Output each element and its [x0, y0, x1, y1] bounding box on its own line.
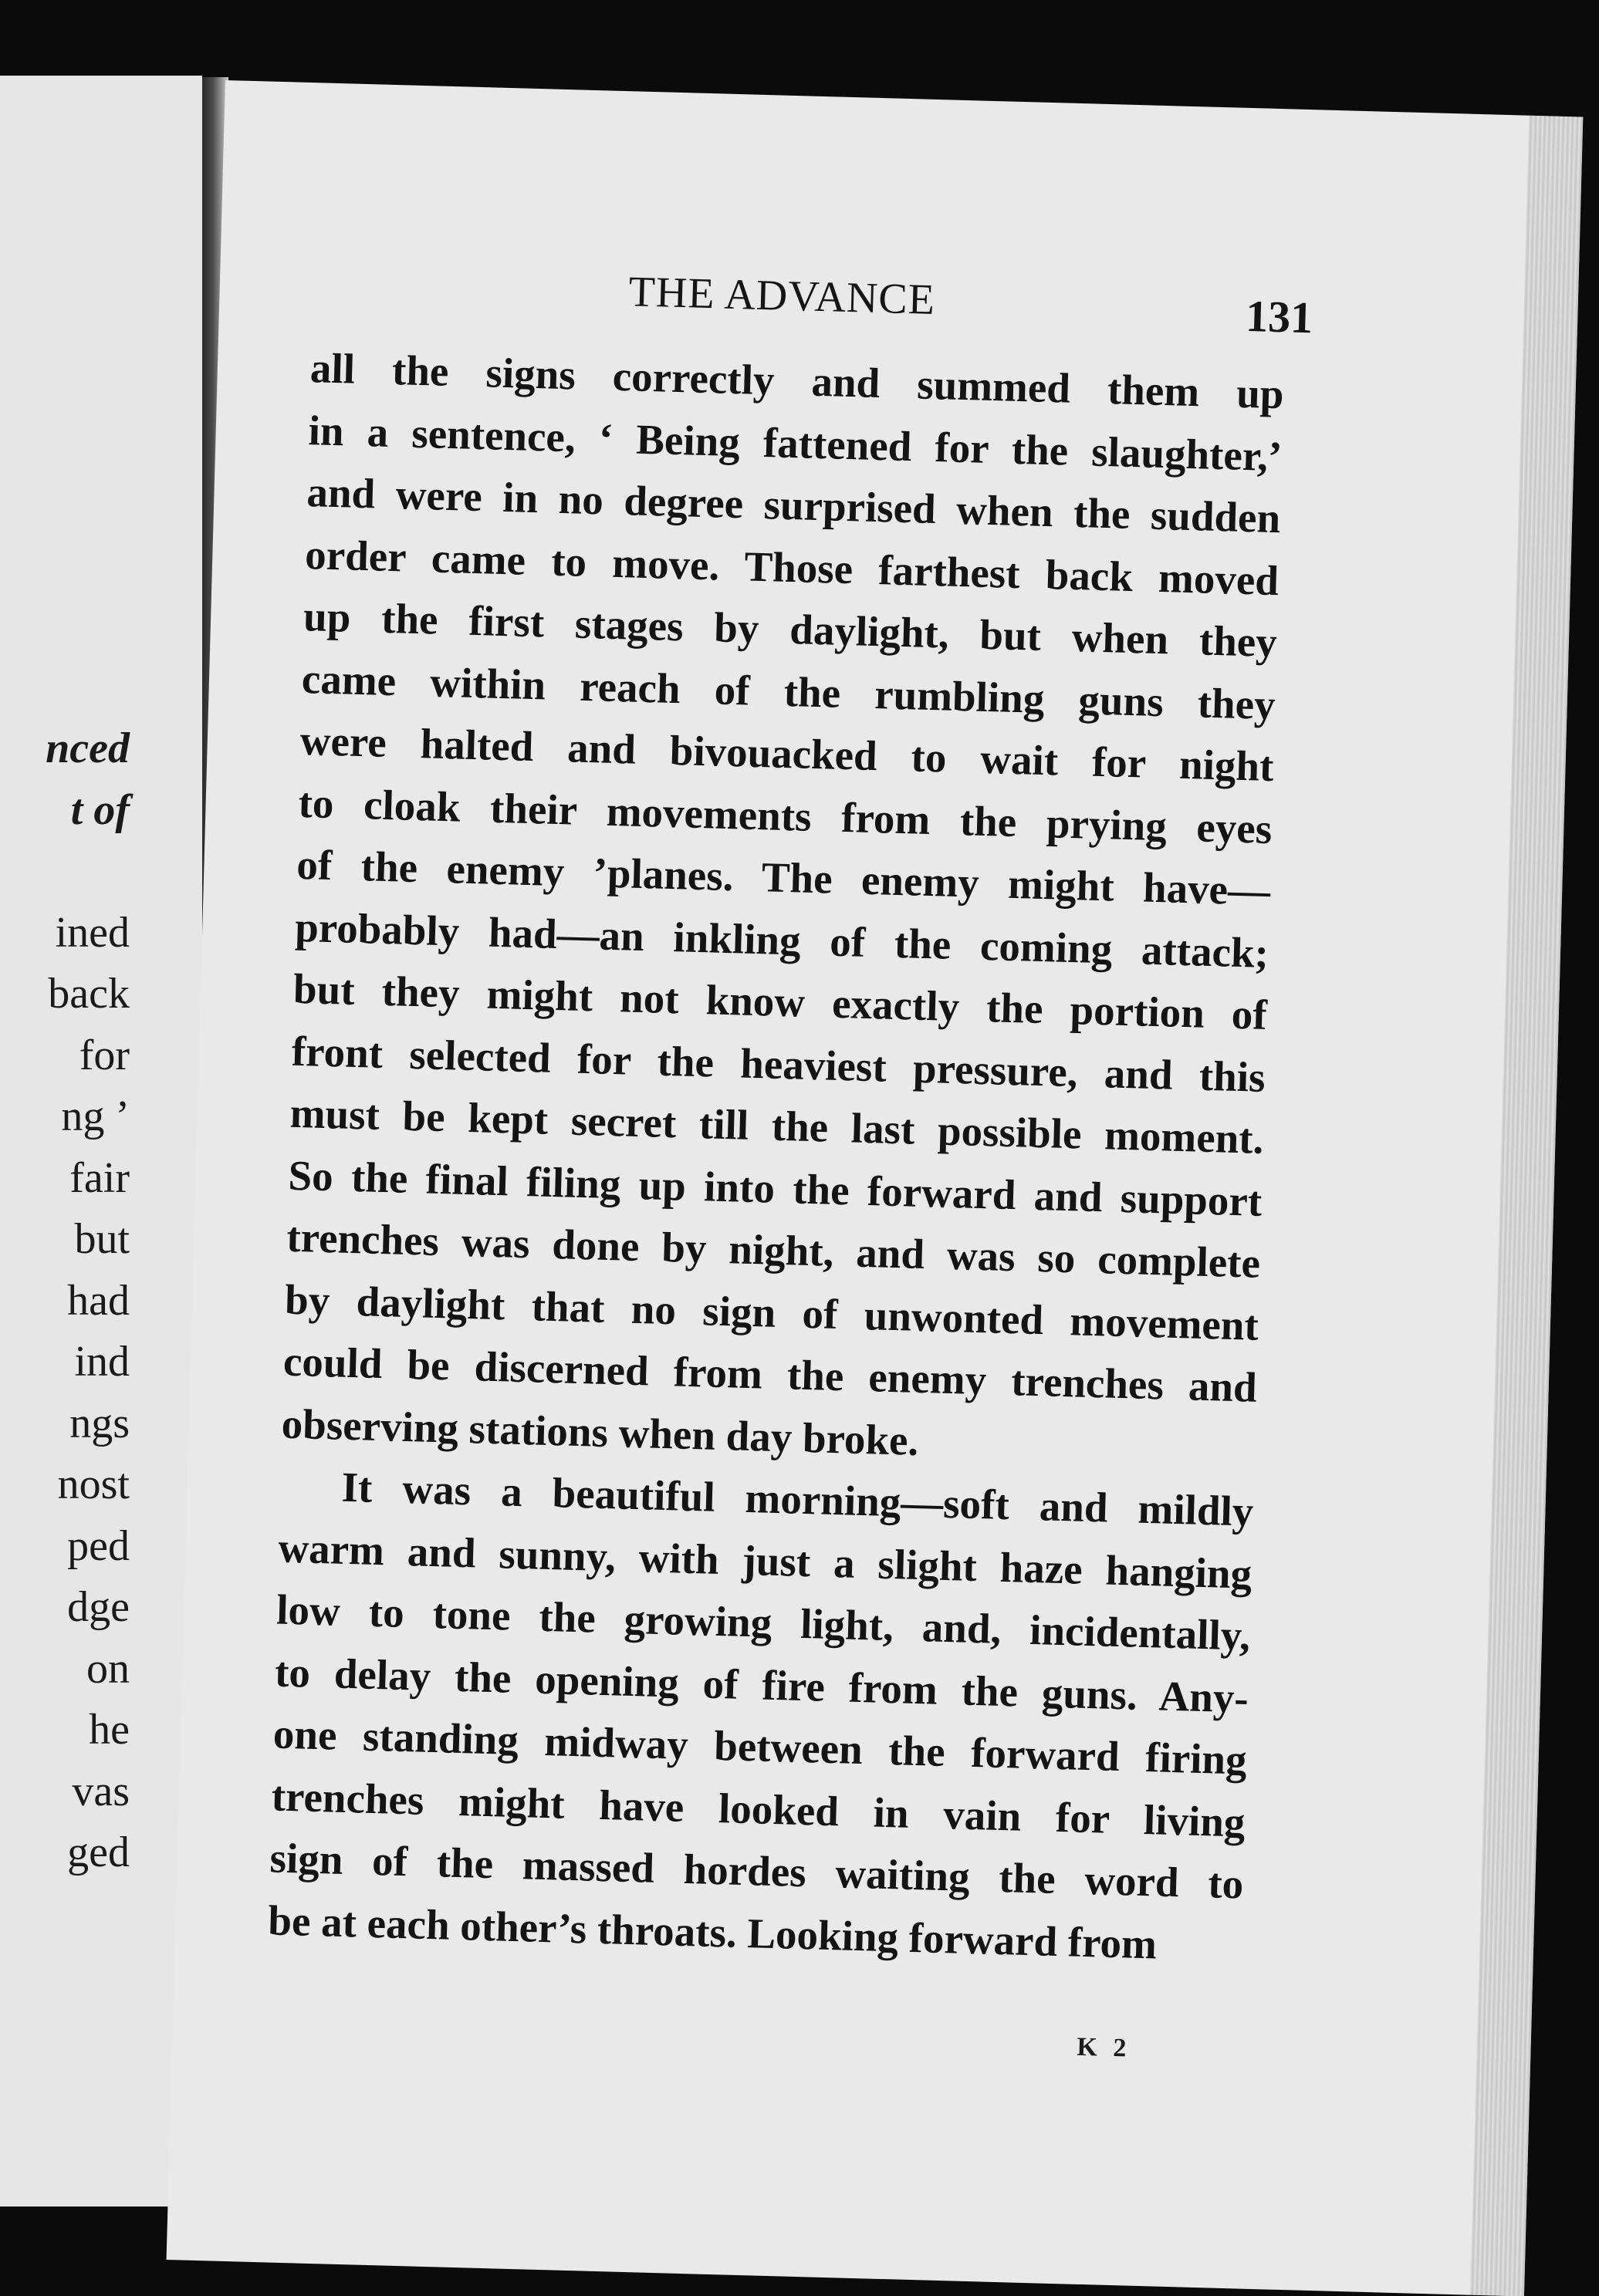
paragraph	[281, 337, 1285, 1481]
previous-page-line-fragment: nced	[46, 724, 130, 772]
text-line: must be kept secret till the last possible moment.	[289, 1089, 1265, 1163]
previous-page-line-fragment: ind	[74, 1338, 130, 1386]
page-edge-shading	[1470, 116, 1583, 2296]
text-line: could be discerned from the enemy trenches and	[282, 1337, 1258, 1411]
text-line: It was a beautiful morning—soft and mildly	[340, 1463, 1255, 1535]
previous-page-line-fragment: had	[67, 1276, 130, 1325]
previous-page-line-fragment: ged	[67, 1828, 130, 1876]
previous-page-line-fragment: fair	[69, 1153, 130, 1202]
text-line: order came to move. Those farthest back moved	[304, 530, 1280, 604]
current-page	[167, 80, 1584, 2296]
previous-page-line-fragment: t of	[70, 785, 130, 834]
text-line: So the final filing up into the forward and support	[287, 1151, 1263, 1225]
previous-page-line-fragment: on	[86, 1644, 130, 1693]
text-line: warm and sunny, with just a slight haze hanging	[277, 1524, 1252, 1598]
previous-page-line-fragment: vas	[72, 1767, 130, 1815]
previous-page-line-fragment: but	[74, 1215, 130, 1263]
text-line: but they might not know exactly the portion of	[292, 964, 1268, 1038]
previous-page-line-fragment: back	[48, 970, 130, 1018]
previous-page-line-fragment: ped	[67, 1521, 130, 1570]
text-line: of the enemy ’planes. The enemy might have—	[296, 840, 1271, 915]
paragraph	[267, 1455, 1254, 1978]
signature-mark: K 2	[1076, 2032, 1131, 2063]
previous-page	[0, 76, 202, 2207]
text-line: probably had—an inkling of the coming attack;	[294, 903, 1269, 977]
running-title: THE ADVANCE	[627, 268, 936, 324]
previous-page-line-fragment: for	[79, 1031, 130, 1079]
previous-page-line-fragment: ined	[55, 908, 130, 957]
text-line: were halted and bivouacked to wait for night	[299, 716, 1275, 791]
text-line: observing stations when day broke.	[281, 1400, 920, 1464]
text-line: by daylight that no sign of unwonted movement	[284, 1275, 1259, 1349]
text-line: and were in no degree surprised when the sudden	[306, 468, 1281, 542]
text-line: trenches might have looked in vain for living	[271, 1771, 1246, 1846]
text-line: trenches was done by night, and was so complete	[286, 1213, 1261, 1287]
previous-page-line-fragment: dge	[67, 1583, 130, 1631]
text-line: all the signs correctly and summed them up	[309, 344, 1285, 418]
previous-page-line-fragment: ng ’	[61, 1092, 130, 1140]
previous-page-line-fragment: ngs	[69, 1399, 130, 1447]
text-line: came within reach of the rumbling guns they	[301, 654, 1276, 728]
text-line: one standing midway between the forward firing	[272, 1710, 1248, 1784]
text-line: low to tone the growing light, and, incidentally,	[276, 1585, 1251, 1660]
text-line: sign of the massed hordes waiting the word to	[269, 1834, 1245, 1908]
text-line: to cloak their movements from the prying eyes	[297, 778, 1273, 853]
text-line: be at each other’s throats. Looking forward from	[267, 1896, 1158, 1968]
running-head	[221, 256, 1486, 343]
previous-page-line-fragment: he	[89, 1706, 130, 1754]
text-line: up the first stages by daylight, but when they	[303, 593, 1278, 667]
body-text	[267, 337, 1284, 1977]
page-number: 131	[1245, 290, 1314, 343]
text-line: front selected for the heaviest pressure, and this	[291, 1027, 1266, 1101]
previous-page-line-fragment: nost	[57, 1460, 130, 1508]
text-line: in a sentence, ‘ Being fattened for the slaughter,’	[307, 406, 1283, 480]
text-line: to delay the opening of fire from the guns. Any-	[274, 1648, 1249, 1722]
